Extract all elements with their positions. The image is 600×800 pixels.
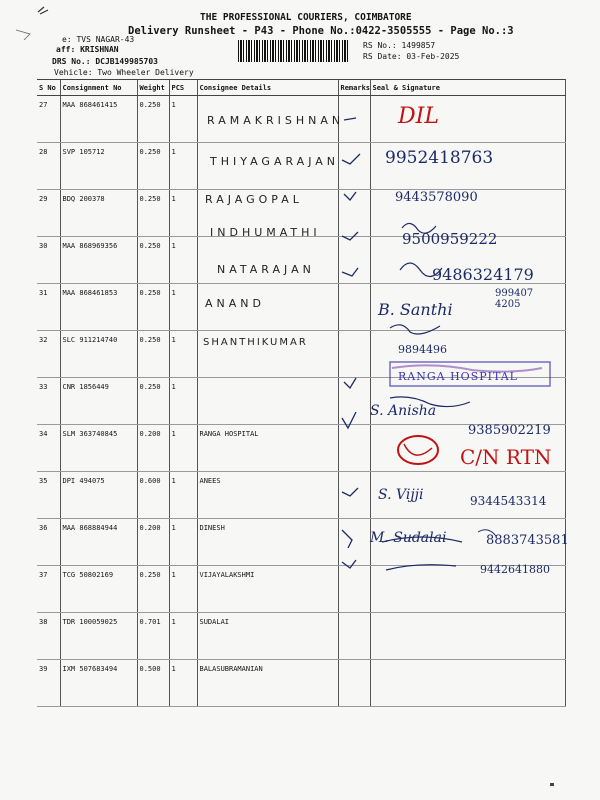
cell-weight: 0.701: [137, 613, 169, 660]
col-pcs: PCS: [169, 80, 197, 96]
signature-37-phone: 9344543314: [470, 494, 547, 508]
cell-sno: 35: [37, 472, 60, 519]
cell-sno: 33: [37, 378, 60, 425]
cell-sno: 32: [37, 331, 60, 378]
cell-weight: 0.600: [137, 472, 169, 519]
cell-cons: TDR 100059025: [60, 613, 137, 660]
signature-36-red-note: C/N RTN: [460, 445, 552, 469]
cell-pcs: 1: [169, 425, 197, 472]
cell-sno: 38: [37, 613, 60, 660]
cell-sno: 27: [37, 96, 60, 143]
signature-33-phone: 9894496: [398, 343, 447, 356]
signature-scribbles: [380, 100, 570, 580]
cell-pcs: 1: [169, 331, 197, 378]
signature-30-phone: 9500959222: [402, 230, 498, 248]
signature-29-phone: 9443578090: [395, 190, 478, 205]
route-label: e: TVS NAGAR-43: [62, 35, 135, 44]
cell-weight: 0.250: [137, 143, 169, 190]
signature-32-name: B. Santhi: [378, 300, 453, 319]
signature-32-extra: 999407 4205: [495, 288, 534, 310]
cell-signature: [370, 613, 565, 660]
hw-consignee-30: INDHUMATHI: [210, 226, 321, 239]
cell-remarks: [338, 660, 370, 707]
cell-cons: DPI 494075: [60, 472, 137, 519]
cell-sno: 37: [37, 566, 60, 613]
staff-label: aff: KRISHNAN: [56, 45, 119, 54]
barcode: [238, 40, 350, 62]
cell-consignee: DINESH: [197, 519, 338, 566]
cell-weight: 0.250: [137, 190, 169, 237]
cell-weight: 0.250: [137, 284, 169, 331]
company-name: THE PROFESSIONAL COURIERS, COIMBATORE: [200, 12, 412, 23]
cell-sno: 34: [37, 425, 60, 472]
cell-cons: BDQ 200378: [60, 190, 137, 237]
cell-cons: MAA 868461853: [60, 284, 137, 331]
cell-weight: 0.250: [137, 96, 169, 143]
table-row: [37, 660, 565, 707]
cell-consignee: BALASUBRAMANIAN: [197, 660, 338, 707]
cell-weight: 0.200: [137, 519, 169, 566]
signature-31-phone: 9486324179: [432, 265, 534, 284]
remarks-ticks: [338, 108, 368, 588]
cell-pcs: 1: [169, 613, 197, 660]
signature-28-phone: 9952418763: [385, 148, 494, 168]
cell-consignee: SUDALAI: [197, 613, 338, 660]
hw-consignee-29: RAJAGOPAL: [205, 193, 303, 206]
cell-signature: [370, 660, 565, 707]
signature-38-name: M. Sudalai: [370, 530, 447, 546]
rs-date: RS Date: 03-Feb-2025: [363, 52, 460, 61]
signature-36-phone: 9385902219: [468, 423, 551, 438]
col-sno: S No: [37, 80, 60, 96]
signature-39-phone: 9442641880: [480, 563, 550, 576]
hw-consignee-32: ANAND: [205, 297, 265, 310]
col-remarks: Remarks: [338, 80, 370, 96]
cell-consignee: ANEES: [197, 472, 338, 519]
runsheet-title: Delivery Runsheet - P43 - Phone No.:0422-3505555 - Page No.:3: [128, 25, 514, 37]
cell-weight: 0.250: [137, 331, 169, 378]
rs-number: RS No.: 1499857: [363, 41, 436, 50]
signature-27: DIL: [398, 104, 439, 129]
cell-weight: 0.250: [137, 566, 169, 613]
cell-pcs: 1: [169, 284, 197, 331]
signature-37-name: S. Vijji: [378, 487, 424, 503]
cell-cons: MAA 868884944: [60, 519, 137, 566]
col-signature: Seal & Signature: [370, 80, 565, 96]
drs-number: DRS No.: DCJB149985703: [52, 57, 158, 66]
cell-cons: MAA 868969356: [60, 237, 137, 284]
signature-38-phone: 8883743581: [486, 533, 569, 548]
table-header-row: [37, 80, 565, 96]
hw-consignee-33: SHANTHIKUMAR: [203, 337, 308, 348]
cell-sno: 28: [37, 143, 60, 190]
scan-dot: [550, 783, 554, 786]
cell-pcs: 1: [169, 96, 197, 143]
cell-sno: 36: [37, 519, 60, 566]
cell-cons: TCG 50802169: [60, 566, 137, 613]
cell-consignee: VIJAYALAKSHMI: [197, 566, 338, 613]
hw-consignee-27: RAMAKRISHNAN: [207, 114, 345, 127]
cell-pcs: 1: [169, 378, 197, 425]
cell-cons: SLM 363740845: [60, 425, 137, 472]
cell-pcs: 1: [169, 237, 197, 284]
cell-cons: SVP 105712: [60, 143, 137, 190]
cell-pcs: 1: [169, 519, 197, 566]
cell-pcs: 1: [169, 566, 197, 613]
vehicle-label: Vehicle: Two Wheeler Delivery: [54, 68, 194, 77]
cell-consignee: [197, 378, 338, 425]
cell-pcs: 1: [169, 660, 197, 707]
cell-pcs: 1: [169, 472, 197, 519]
table-row: [37, 613, 565, 660]
cell-sno: 30: [37, 237, 60, 284]
cell-weight: 0.500: [137, 660, 169, 707]
hw-consignee-28: THIYAGARAJAN: [210, 155, 340, 168]
cell-cons: SLC 911214740: [60, 331, 137, 378]
cell-weight: 0.250: [137, 237, 169, 284]
cell-pcs: 1: [169, 190, 197, 237]
signature-35-name: S. Anisha: [370, 403, 437, 419]
col-consignment: Consignment No: [60, 80, 137, 96]
cell-sno: 31: [37, 284, 60, 331]
cell-sno: 39: [37, 660, 60, 707]
scan-mark: [8, 4, 58, 44]
cell-cons: CNR 1856449: [60, 378, 137, 425]
cell-cons: MAA 868461415: [60, 96, 137, 143]
cell-consignee: RANGA HOSPITAL: [197, 425, 338, 472]
cell-pcs: 1: [169, 143, 197, 190]
cell-weight: 0.250: [137, 378, 169, 425]
hw-consignee-31: NATARAJAN: [217, 263, 315, 276]
stamp-34: RANGA HOSPITAL: [398, 370, 518, 383]
cell-remarks: [338, 613, 370, 660]
cell-weight: 0.200: [137, 425, 169, 472]
col-consignee: Consignee Details: [197, 80, 338, 96]
cell-sno: 29: [37, 190, 60, 237]
cell-consignee: [197, 237, 338, 284]
cell-cons: IXM 507683494: [60, 660, 137, 707]
col-weight: Weight: [137, 80, 169, 96]
